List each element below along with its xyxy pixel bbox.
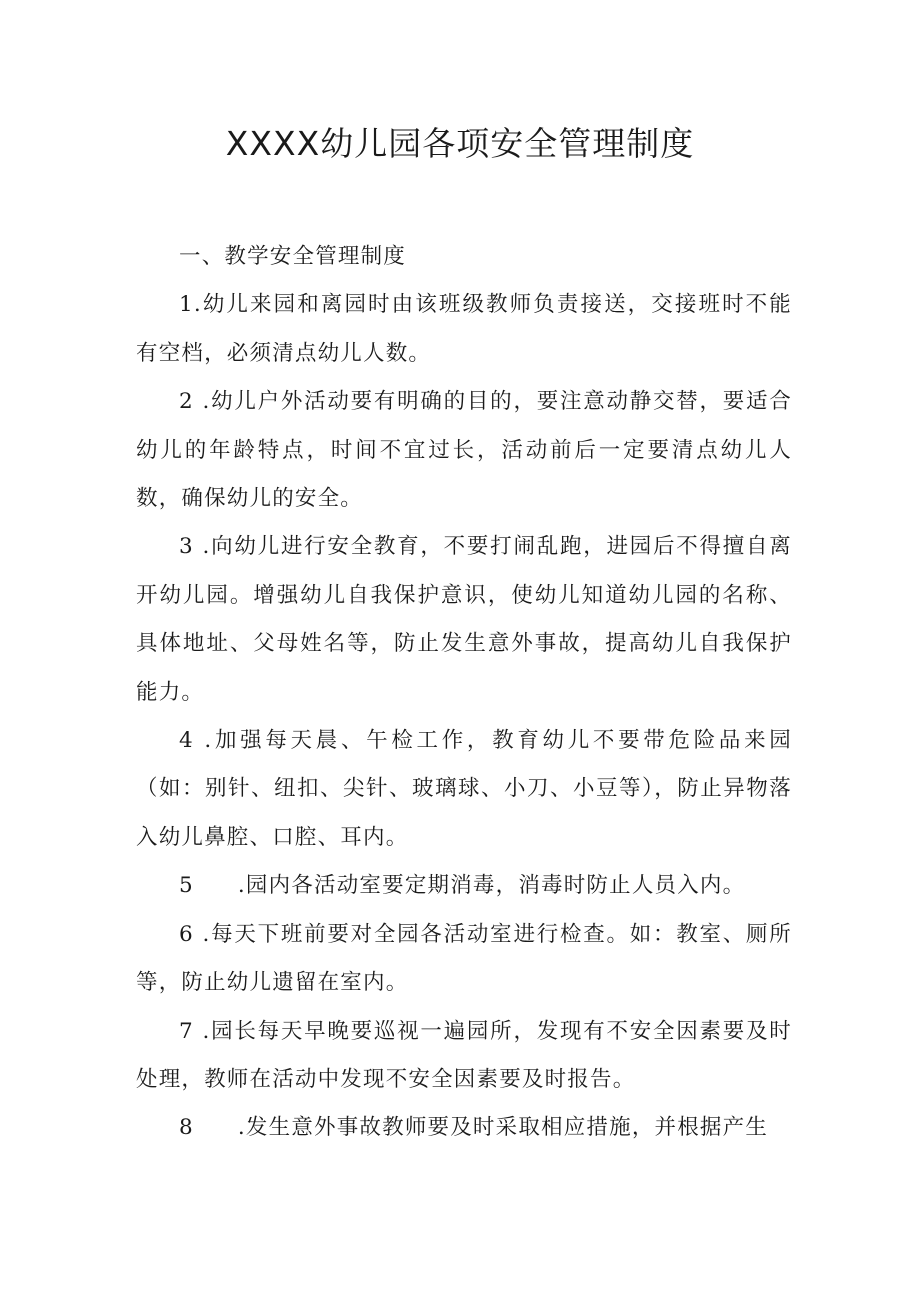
item-text: 幼儿来园和离园时由该班级教师负责接送，交接班时不能有空档，必须清点幼儿人数。 (136, 292, 792, 366)
item-number: 8 (179, 1115, 194, 1141)
item-number: 5 (179, 873, 194, 899)
item-number: 3 . (179, 534, 211, 560)
list-item (136, 281, 792, 378)
list-item (136, 862, 792, 910)
list-item (136, 378, 792, 523)
document-title: XXXX幼儿园各项安全管理制度 (225, 124, 695, 163)
list-item (136, 911, 792, 1008)
list-item (136, 717, 792, 862)
item-number: 1. (179, 292, 202, 318)
item-text: 幼儿户外活动要有明确的目的，要注意动静交替，要适合幼儿的年龄特点，时间不宜过长，活动前后一定要清点幼儿人数，确保幼儿的安全。 (136, 389, 792, 512)
list-item (136, 1008, 792, 1105)
list-item (136, 1104, 792, 1152)
item-text: 每天下班前要对全园各活动室进行检查。如：教室、厕所等，防止幼儿遗留在室内。 (136, 921, 792, 996)
item-number: 2 . (179, 389, 211, 415)
item-number: 7 . (179, 1018, 211, 1044)
section-heading: 一、教学安全管理制度 (179, 244, 407, 269)
item-number: 4 . (179, 728, 213, 754)
item-text: .园内各活动室要定期消毒，消毒时防止人员入内。 (237, 873, 746, 899)
item-text: .发生意外事故教师要及时采取相应措施，并根据产生 (237, 1115, 769, 1141)
item-number: 6 . (179, 921, 211, 947)
item-text: 加强每天晨、午检工作，教育幼儿不要带危险品来园（如：别针、纽扣、尖针、玻璃球、小刀、小豆等），防止异物落入幼儿鼻腔、口腔、耳内。 (136, 728, 792, 850)
item-text: 园长每天早晚要巡视一遍园所，发现有不安全因素要及时处理，教师在活动中发现不安全因素要及时报告。 (136, 1018, 792, 1092)
document-body (136, 233, 792, 1153)
item-text: 向幼儿进行安全教育，不要打闹乱跑，进园后不得擅自离开幼儿园。增强幼儿自我保护意识，使幼儿知道幼儿园的名称、具体地址、父母姓名等，防止发生意外事故，提高幼儿自我保护能力。 (136, 534, 792, 705)
list-item (136, 523, 792, 717)
